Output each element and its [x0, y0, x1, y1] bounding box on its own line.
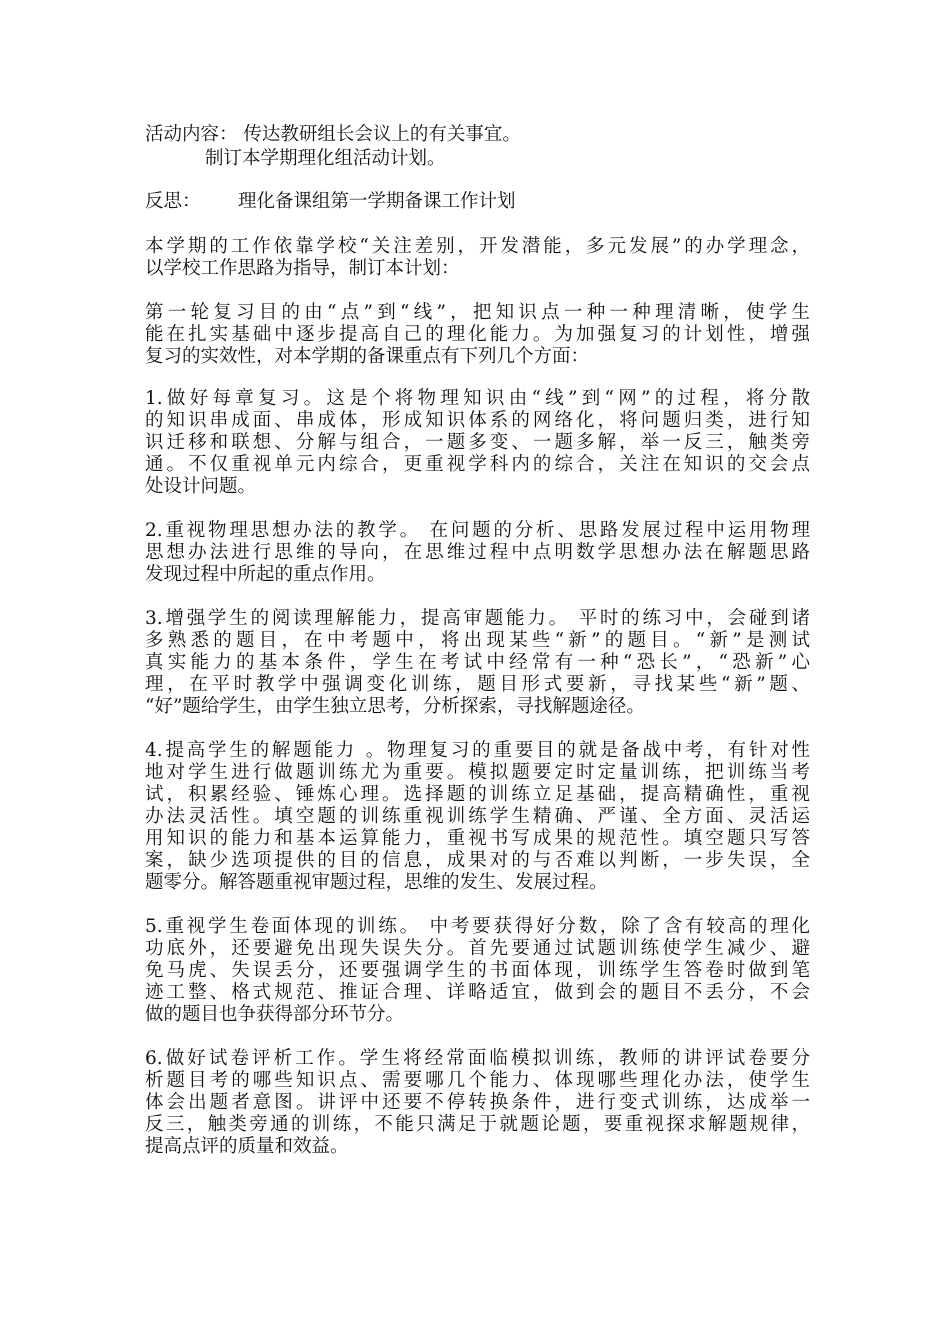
item-5-line: 5.重视学生卷面体现的训练。 中考要获得好分数，除了含有较高的理化 — [145, 916, 810, 937]
reflection-label: 反思： — [145, 191, 201, 212]
item-2-line: 2.重视物理思想办法的教学。 在问题的分析、思路发展过程中运用物理 — [145, 520, 810, 541]
item-3-line: 多熟悉的题目，在中考题中，将出现某些“新”的题目。“新”是测试 — [145, 630, 810, 651]
item-4-line: 用知识的能力和基本运算能力，重视书写成果的规范性。填空题只写答 — [145, 828, 810, 849]
intro-line: 以学校工作思路为指导，制订本计划： — [145, 258, 460, 279]
review-intro-line: 第一轮复习目的由“点”到“线”，把知识点一种一种理清晰，使学生 — [145, 302, 810, 323]
item-6-line: 提高点评的质量和效益。 — [145, 1136, 349, 1157]
review-intro-line: 能在扎实基础中逐步提高自己的理化能力。为加强复习的计划性，增强 — [145, 324, 810, 345]
item-2-line: 发现过程中所起的重点作用。 — [145, 564, 386, 585]
intro-line: 本学期的工作依靠学校“关注差别，开发潜能，多元发展”的办学理念， — [145, 236, 810, 257]
item-4-line: 地对学生进行做题训练尤为重要。模拟题要定时定量训练，把训练当考 — [145, 762, 810, 783]
activity-plan-line: 制订本学期理化组活动计划。 — [205, 148, 446, 169]
item-4-line: 题零分。解答题重视审题过程，思维的发生、发展过程。 — [145, 872, 608, 893]
item-6-line: 析题目考的哪些知识点、需要哪几个能力、体现哪些理化办法，使学生 — [145, 1070, 810, 1091]
item-4-line: 案，缺少选项提供的目的信息，成果对的与否难以判断，一步失误，全 — [145, 850, 810, 871]
review-intro-line: 复习的实效性，对本学期的备课重点有下列几个方面： — [145, 346, 590, 367]
item-1-line: 识迁移和联想、分解与组合，一题多变、一题多解，举一反三，触类旁 — [145, 432, 810, 453]
plan-title: 理化备课组第一学期备课工作计划 — [238, 191, 516, 212]
item-5-line: 做的题目也争获得部分环节分。 — [145, 1004, 405, 1025]
item-6-line: 反三，触类旁通的训练，不能只满足于就题论题，要重视探求解题规律， — [145, 1114, 810, 1135]
item-6-line: 体会出题者意图。讲评中还要不停转换条件，进行变式训练，达成举一 — [145, 1092, 810, 1113]
item-4-line: 办法灵活性。填空题的训练重视训练学生精确、严谨、全方面、灵活运 — [145, 806, 810, 827]
item-1-line: 的知识串成面、串成体，形成知识体系的网络化，将问题归类，进行知 — [145, 410, 810, 431]
item-1-line: 1.做好每章复习。这是个将物理知识由“线”到“网”的过程，将分散 — [145, 388, 810, 409]
item-4-line: 试，积累经验、锤炼心理。选择题的训练立足基础，提高精确性，重视 — [145, 784, 810, 805]
item-3-line: 3.增强学生的阅读理解能力，提高审题能力。 平时的练习中，会碰到诸 — [145, 608, 810, 629]
item-5-line: 功底外，还要避免出现失误失分。首先要通过试题训练使学生减少、避 — [145, 938, 810, 959]
item-1-line: 通。不仅重视单元内综合，更重视学科内的综合，关注在知识的交会点 — [145, 454, 810, 475]
activity-content-line: 活动内容： 传达教研组长会议上的有关事宜。 — [145, 124, 521, 145]
item-5-line: 免马虎、失误丢分，还要强调学生的书面体现，训练学生答卷时做到笔 — [145, 960, 810, 981]
item-4-line: 4.提高学生的解题能力 。物理复习的重要目的就是备战中考，有针对性 — [145, 740, 810, 761]
item-6-line: 6.做好试卷评析工作。学生将经常面临模拟训练，教师的讲评试卷要分 — [145, 1048, 810, 1069]
item-1-line: 处设计问题。 — [145, 476, 257, 497]
item-3-line: 理，在平时教学中强调变化训练，题目形式要新，寻找某些“新”题、 — [145, 674, 810, 695]
item-3-line: 真实能力的基本条件，学生在考试中经常有一种“恐长”，“恐新”心 — [145, 652, 810, 673]
item-2-line: 思想办法进行思维的导向，在思维过程中点明数学思想办法在解题思路 — [145, 542, 810, 563]
item-3-line: “好”题给学生，由学生独立思考，分析探索，寻找解题途径。 — [145, 696, 645, 717]
item-5-line: 迹工整、格式规范、推证合理、详略适宜，做到会的题目不丢分，不会 — [145, 982, 810, 1003]
